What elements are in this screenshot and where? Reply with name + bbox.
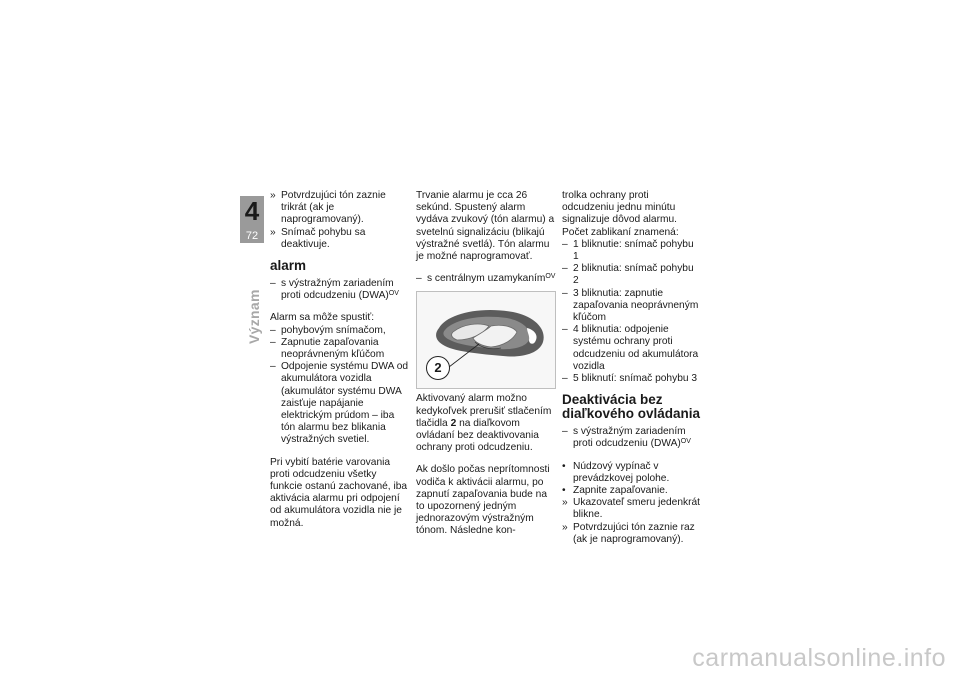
option-note: – s centrálnym uzamykaním$^{OV}$ bbox=[416, 273, 556, 285]
option-note: – s výstražným zariadením proti odcudzeniu (DWA)$^{OV}$ bbox=[270, 278, 399, 302]
list-item: » Potvrdzujúci tón zaznie raz (ak je naprogramovaný). bbox=[562, 521, 695, 545]
trigger-intro: Alarm sa môže spustiť: bbox=[270, 312, 375, 324]
list-item: » Snímač pohybu sa deaktivuje. bbox=[270, 226, 366, 250]
column-1 bbox=[270, 190, 410, 530]
blink-intro: Počet zablikaní znamená: bbox=[562, 226, 679, 238]
chapter-number: 4 bbox=[244, 196, 260, 226]
chapter-title: Význam bbox=[246, 289, 262, 344]
list-item: » Ukazovateľ smeru jedenkrát blikne. bbox=[562, 497, 700, 521]
list-item: • Núdzový vypínač v prevádzkovej polohe. bbox=[562, 460, 670, 484]
list-item: – pohybovým snímačom, bbox=[270, 324, 386, 336]
remote-key-figure bbox=[416, 291, 556, 389]
section-heading-deactivation: Deaktivácia bez diaľkového ovládania bbox=[562, 392, 700, 422]
list-item: » Potvrdzujúci tón zaznie trikrát (ak je naprogramovaný). bbox=[270, 190, 386, 226]
section-heading-alarm: alarm bbox=[270, 258, 307, 274]
continuation-text: trolka ochrany proti odcudzeniu jednu minútu signalizuje dôvod alarmu. bbox=[562, 190, 677, 226]
absence-note: Ak došlo počas neprítomnosti vodiča k aktivácii alarmu, po zapnutí zapaľovania bude na to upozornený jedným jednorazovým výstražným tónom. Následne kon- bbox=[416, 464, 550, 537]
page-number: 72 bbox=[240, 229, 264, 243]
deactivate-text: Aktivovaný alarm možno kedykoľvek prerušiť stlačením tlačidla 2 na diaľkovom ovládaní bez deaktivovania ochrany proti odcudzeniu. bbox=[416, 393, 552, 454]
list-item: – 1 bliknutie: snímač pohybu 1 bbox=[562, 238, 694, 263]
list-item: – Zapnutie zapaľovania neoprávneným kľúčom bbox=[270, 336, 385, 361]
figure-callout-2: 2 bbox=[426, 356, 450, 380]
list-item: – 3 bliknutia: zapnutie zapaľovania neoprávneným kľúčom bbox=[562, 287, 699, 324]
battery-note: Pri vybití batérie varovania proti odcudzeniu všetky funkcie ostanú zachované, iba aktivácia alarmu pri odpojení od akumulátora vozidla nie je možná. bbox=[270, 456, 408, 529]
alarm-duration-text: Trvanie alarmu je cca 26 sekúnd. Spustený alarm vydáva zvukový (tón alarmu) a svetelnú signalizáciu (blikajú výstražné svetlá). Tón alarmu je možné naprogramovať. bbox=[416, 190, 555, 263]
list-item: – 4 bliknutia: odpojenie systému ochrany proti odcudzeniu od akumulátora vozidla bbox=[562, 324, 699, 372]
list-item: – 5 bliknutí: snímač pohybu 3 bbox=[562, 373, 698, 385]
option-note: – s výstražným zariadením proti odcudzeniu (DWA)$^{OV}$ bbox=[562, 426, 691, 450]
watermark: carmanualsonline.info bbox=[692, 644, 946, 672]
list-item: • Zapnite zapaľovanie. bbox=[562, 485, 668, 497]
list-item: – 2 bliknutia: snímač pohybu 2 bbox=[562, 263, 694, 287]
chapter-marker bbox=[240, 196, 264, 230]
list-item: – Odpojenie systému DWA od akumulátora vozidla (akumulátor systému DWA zaisťuje napájanie elektrickým prúdom – iba tón alarmu bez blikania výstražných svetiel. bbox=[270, 361, 409, 446]
column-3 bbox=[562, 190, 702, 546]
column-2 bbox=[416, 190, 556, 538]
